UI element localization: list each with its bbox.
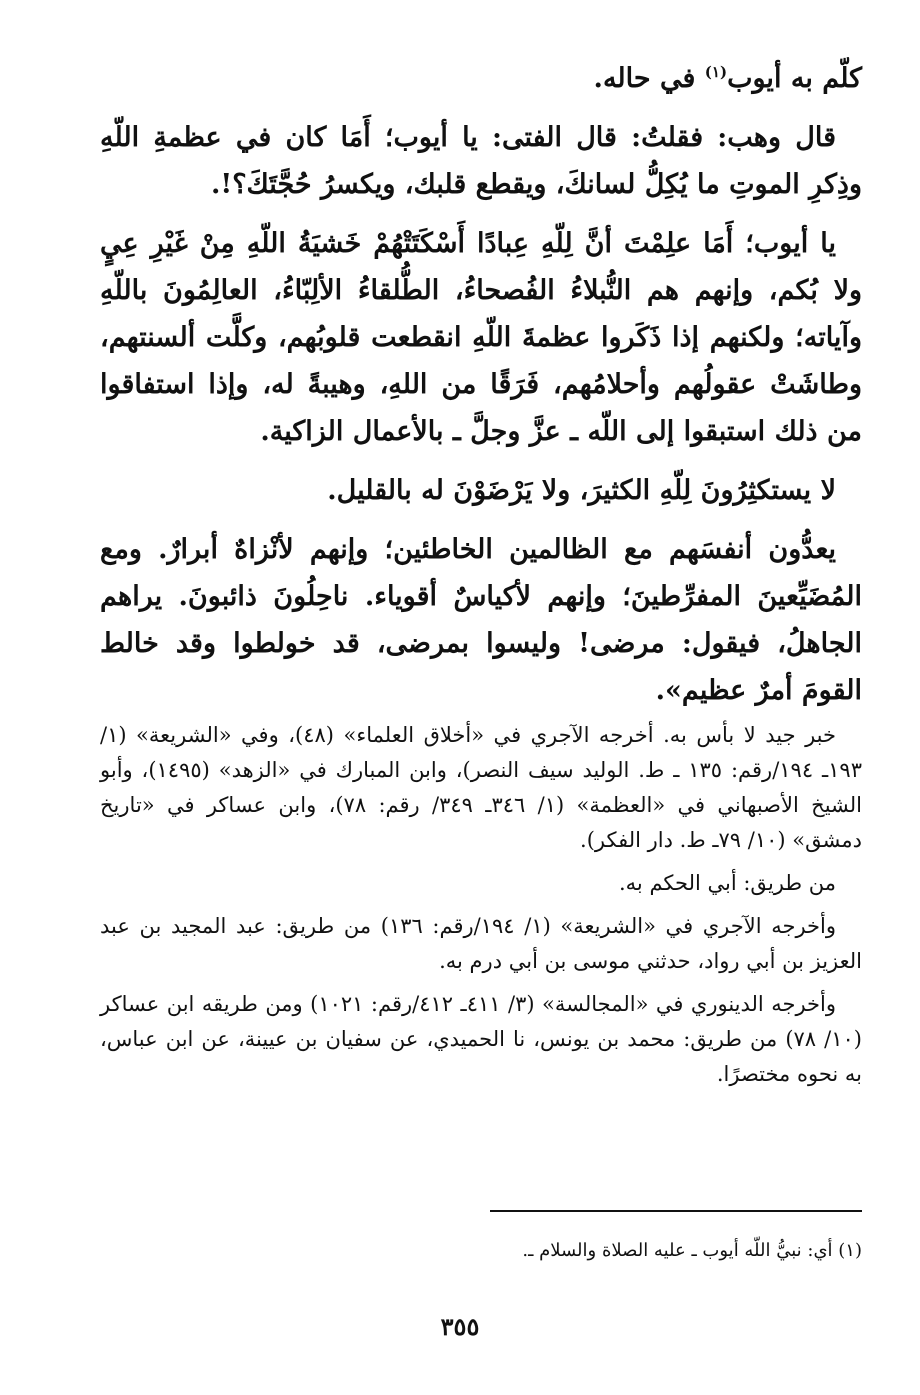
takhrij-paragraph-3: وأخرجه الآجري في «الشريعة» (١/ ١٩٤/رقم: ١٣٦) من طريق: عبد المجيد بن عبد العزيز بن أبي رواد، حدثني موسى بن أبي درم به. [100,914,862,973]
paragraph-5: يعدُّون أنفسَهم مع الظالمين الخاطئين؛ وإنهم لأنْزاهٌ أبرارٌ. ومع المُضَيِّعينَ المفرِّطينَ؛ وإنهم لأكياسٌ أقوياء. ناحِلُونَ ذائبونَ. يراهم الجاهلُ، فيقول: مرضى! وليسوا بمرضى، قد خولطوا وقد خالط القومَ أمرٌ عظيم». [100,534,862,706]
paragraph-1-text: كلّم به أيوب [727,63,862,94]
paragraph-2: قال وهب: فقلتُ: قال الفتى: يا أيوب؛ أَمَا كان في عظمةِ اللّهِ وذِكرِ الموتِ ما يُكِلُّ لسانكَ، ويقطع قلبك، ويكسرُ حُجَّتَكَ؟!. [100,122,862,200]
main-text [100,55,862,726]
takhrij-paragraph-1: خبر جيد لا بأس به. أخرجه الآجري في «أخلاق العلماء» (٤٨)، وفي «الشريعة» (١/ ١٩٣ـ ١٩٤/رقم: ١٣٥ ـ ط. الوليد سيف النصر)، وابن المبارك في «الزهد» (١٤٩٥)، وأبو الشيخ الأصبهاني في «العظمة» (١/ ٣٤٦ـ ٣٤٩/ رقم: ٧٨)، وابن عساكر في «تاريخ دمشق» (١٠/ ٧٩ـ ط. دار الفكر). [100,723,863,852]
footnote-divider [490,1210,862,1212]
takhrij-paragraph-2: من طريق: أبي الحكم به. [619,871,836,895]
paragraph-3: يا أيوب؛ أَمَا علِمْتَ أنَّ لِلّهِ عِبادًا أَسْكَتَتْهُمْ خَشيَةُ اللّهِ مِنْ غَيْرِ عِيٍ ولا بُكم، وإنهم هم النُّبلاءُ الفُصحاءُ، الطُّلقاءُ الألِبّاءُ، العالِمُونَ باللّهِ وآياته؛ ولكنهم إذا ذَكَروا عظمةَ اللّهِ انقطعت قلوبُهم، وكلَّت ألسنتهم، وطاشَتْ عقولُهم وأحلامُهم، فَرَقًا من اللهِ، وهيبةً له، وإذا استفاقوا من ذلك استبقوا إلى اللّه ـ عزَّ وجلَّ ـ بالأعمال الزاكية. [100,228,862,447]
takhrij-paragraph-4: وأخرجه الدينوري في «المجالسة» (٣/ ٤١١ـ ٤١٢/رقم: ١٠٢١) ومن طريقه ابن عساكر (١٠/ ٧٨) من طريق: محمد بن يونس، نا الحميدي، عن سفيان بن عيينة، عن ابن عباس، به نحوه مختصرًا. [100,992,862,1086]
page-number: ٣٥٥ [440,1312,480,1341]
paragraph-1 [100,55,862,102]
paragraph-1-end: في حاله. [593,63,705,94]
footnote-reference: (١) [704,63,728,81]
paragraph-4: لا يستكثِرُونَ لِلّهِ الكثيرَ، ولا يَرْضَوْنَ له بالقليل. [327,475,836,506]
footnote: (١) أي: نبيُّ اللّه أيوب ـ عليه الصلاة والسلام ـ. [522,1240,862,1261]
takhrij-section [100,718,862,1100]
